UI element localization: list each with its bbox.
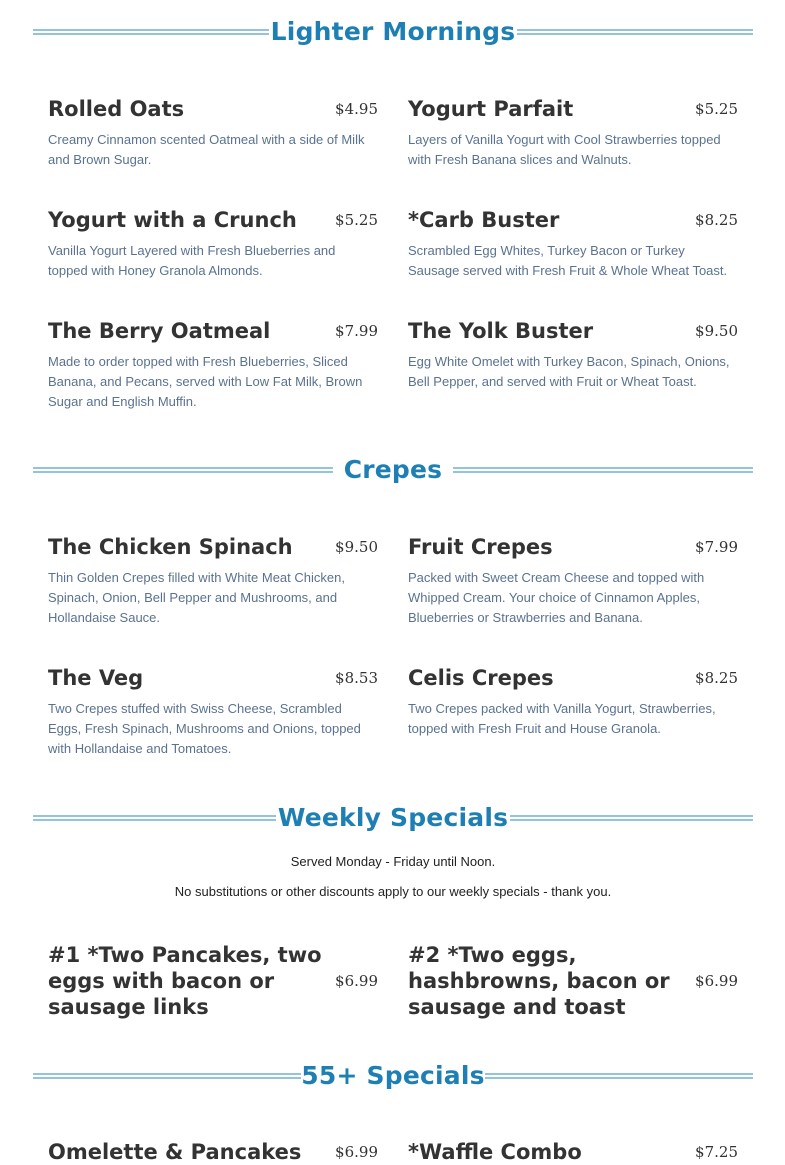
item-price: $4.95 (335, 100, 378, 118)
item-price: $6.99 (695, 972, 738, 990)
item-description: Scrambled Egg Whites, Turkey Bacon or Turkey Sausage served with Fresh Fruit & Whole Wheat Toast. (408, 243, 728, 278)
item-description: Two Crepes stuffed with Swiss Cheese, Scrambled Eggs, Fresh Spinach, Mushrooms and Onions, topped with Hollandaise and Tomatoes. (48, 701, 361, 756)
menu-item-special-1 (48, 942, 378, 1020)
item-name: Rolled Oats (48, 97, 185, 121)
menu-item-omelette-pancakes (48, 1139, 378, 1165)
divider-line (517, 30, 753, 35)
item-price: $7.99 (335, 322, 378, 340)
divider-line (485, 1074, 753, 1079)
menu-item-chicken-spinach (48, 534, 378, 628)
menu-item-celis-crepes (408, 665, 738, 739)
section-header-55-plus-specials (33, 1056, 753, 1096)
item-price: $6.99 (335, 1143, 378, 1161)
item-name: The Chicken Spinach (48, 535, 293, 559)
menu-item-yogurt-crunch (48, 207, 378, 281)
item-name: The Yolk Buster (408, 319, 594, 343)
section-title: Lighter Mornings (270, 17, 516, 46)
section-header-lighter-mornings (33, 12, 753, 52)
divider-line (510, 816, 753, 821)
item-price: $7.99 (695, 538, 738, 556)
item-description: Creamy Cinnamon scented Oatmeal with a side of Milk and Brown Sugar. (48, 132, 365, 167)
item-price: $9.50 (695, 322, 738, 340)
section-title: Weekly Specials (277, 803, 509, 832)
weekly-specials-disclaimer: No substitutions or other discounts apply to our weekly specials - thank you. (174, 884, 612, 899)
section-title: Crepes (343, 455, 443, 484)
item-description: Egg White Omelet with Turkey Bacon, Spinach, Onions, Bell Pepper, and served with Fruit or Wheat Toast. (408, 354, 730, 389)
item-description: Two Crepes packed with Vanilla Yogurt, Strawberries, topped with Fresh Fruit and House Granola. (408, 701, 716, 736)
item-name: *Carb Buster (408, 208, 560, 232)
item-description: Thin Golden Crepes filled with White Meat Chicken, Spinach, Onion, Bell Pepper and Mushrooms, and Hollandaise Sauce. (48, 570, 345, 625)
item-name: Celis Crepes (408, 666, 554, 690)
item-name: Yogurt Parfait (408, 97, 574, 121)
item-price: $5.25 (695, 100, 738, 118)
weekly-specials-hours: Served Monday - Friday until Noon. (290, 854, 496, 869)
item-price: $8.25 (695, 669, 738, 687)
menu-item-rolled-oats (48, 96, 378, 170)
item-price: $9.50 (335, 538, 378, 556)
item-name: *Waffle Combo (408, 1140, 582, 1164)
item-description: Packed with Sweet Cream Cheese and topped with Whipped Cream. Your choice of Cinnamon Apples, Blueberries or Strawberries and Banana. (408, 570, 705, 625)
menu-item-special-2 (408, 942, 738, 1020)
menu-item-the-veg (48, 665, 378, 759)
item-description: Made to order topped with Fresh Blueberries, Sliced Banana, and Pecans, served with Low Fat Milk, Brown Sugar and English Muffin. (48, 354, 363, 409)
item-name: Yogurt with a Crunch (48, 208, 297, 232)
item-price: $5.25 (335, 211, 378, 229)
item-name: Fruit Crepes (408, 535, 553, 559)
section-header-crepes (33, 450, 753, 490)
item-name: Omelette & Pancakes (48, 1140, 302, 1164)
item-name: The Veg (48, 666, 144, 690)
menu-item-carb-buster (408, 207, 738, 281)
menu-item-berry-oatmeal (48, 318, 378, 412)
menu-item-fruit-crepes (408, 534, 738, 628)
section-header-weekly-specials (33, 798, 753, 838)
menu-item-yogurt-parfait (408, 96, 738, 170)
item-name: #1 *Two Pancakes, two eggs with bacon or sausage links (48, 943, 322, 1019)
item-description: Layers of Vanilla Yogurt with Cool Strawberries topped with Fresh Banana slices and Walnuts. (408, 132, 721, 167)
menu-item-yolk-buster (408, 318, 738, 392)
item-name: The Berry Oatmeal (48, 319, 271, 343)
divider-line (453, 468, 753, 473)
item-description: Vanilla Yogurt Layered with Fresh Blueberries and topped with Honey Granola Almonds. (48, 243, 336, 278)
item-price: $8.53 (335, 669, 378, 687)
item-price: $7.25 (695, 1143, 738, 1161)
menu-item-waffle-combo (408, 1139, 738, 1165)
item-price: $8.25 (695, 211, 738, 229)
section-title: 55+ Specials (301, 1061, 485, 1090)
item-name: #2 *Two eggs, hashbrowns, bacon or sausage and toast (408, 943, 670, 1019)
item-price: $6.99 (335, 972, 378, 990)
